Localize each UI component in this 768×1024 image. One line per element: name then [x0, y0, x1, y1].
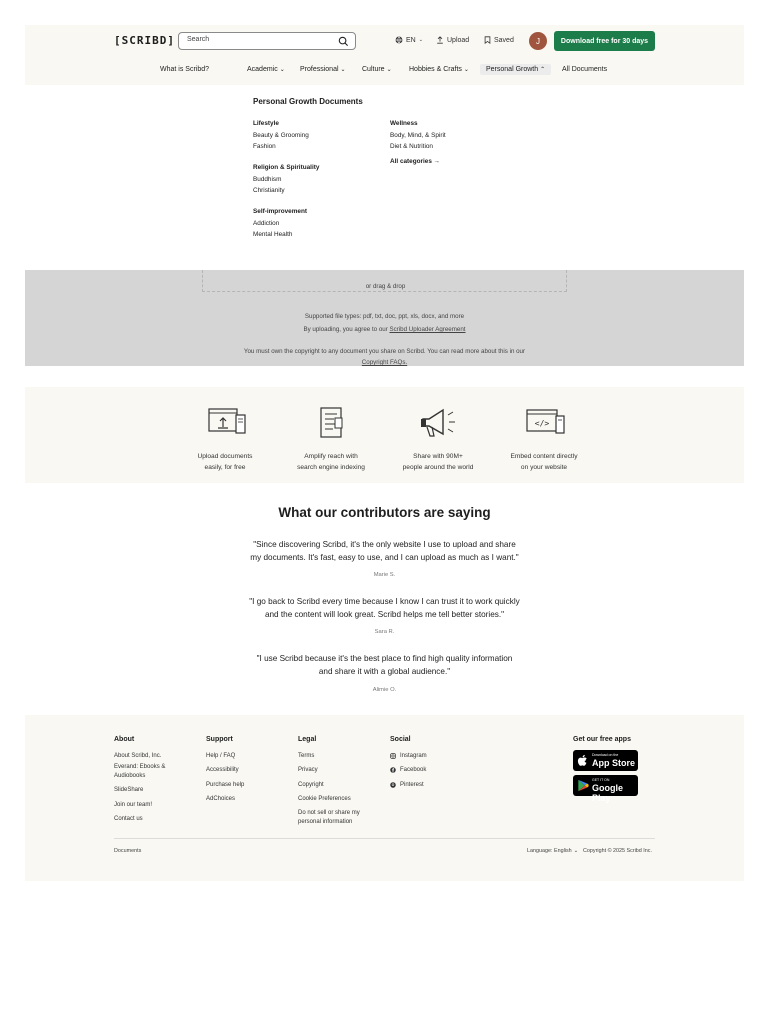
testimonial-quote	[25, 538, 744, 564]
category-link[interactable]: Body, Mind, & Spirit	[390, 132, 446, 139]
caption-line: on your website	[520, 464, 568, 471]
footer-social	[390, 733, 427, 792]
nav-label: Academic	[247, 66, 278, 73]
category-link[interactable]: Fashion	[253, 143, 276, 150]
social-label: Facebook	[400, 767, 427, 774]
category-link[interactable]: Beauty & Grooming	[253, 132, 309, 139]
google-play-button[interactable]	[573, 775, 638, 803]
social-label: Pinterest	[400, 781, 424, 788]
nav-academic[interactable]	[247, 66, 285, 73]
footer-divider	[114, 838, 655, 839]
agreement-prefix: By uploading, you agree to our	[303, 326, 390, 333]
footer-apps	[573, 733, 631, 749]
google-play-small-text: GET IT ON	[592, 778, 610, 782]
language-selector[interactable]	[395, 36, 423, 44]
footer-link[interactable]: Cookie Preferences	[298, 796, 351, 803]
caption-line: Upload documents	[197, 453, 253, 460]
upload-device-icon	[202, 405, 248, 441]
quote-line: and share it with a global audience."	[318, 667, 451, 676]
chevron-up-icon: ⌃	[540, 67, 546, 73]
link-line: personal information	[298, 818, 353, 825]
category-heading-religion[interactable]: Religion & Spirituality	[253, 164, 320, 171]
app-store-small-text: Download on the	[592, 753, 619, 757]
language-footer-label: Language: English	[527, 848, 572, 854]
nav-culture[interactable]	[362, 66, 392, 73]
category-link[interactable]: Mental Health	[253, 231, 293, 238]
link-line: Do not sell or share my	[298, 809, 360, 816]
quote-line: "Since discovering Scribd, it's the only website I use to upload and share	[253, 540, 516, 549]
footer-support	[206, 733, 244, 807]
google-play-icon	[577, 779, 589, 792]
footer-legal	[298, 733, 360, 827]
nav-label: Hobbies & Crafts	[409, 66, 462, 73]
quote-line: my documents. It's fast, easy to use, and I can upload as much as I want."	[250, 553, 519, 562]
megaphone-icon	[415, 405, 461, 441]
footer-link[interactable]: Help / FAQ	[206, 752, 236, 759]
testimonial-quote	[25, 595, 744, 621]
embed-code-icon	[521, 405, 567, 441]
footer-link[interactable]: Privacy	[298, 767, 318, 774]
chevron-down-icon: ⌄	[279, 67, 285, 73]
nav-label: Culture	[362, 66, 385, 73]
google-play-label: Google Play	[592, 783, 623, 803]
copyright-text: You must own the copyright to any document you share on Scribd. You can read more about this in our	[243, 348, 526, 355]
chevron-down-icon: ⌄	[340, 67, 346, 73]
nav-hobbies-crafts[interactable]	[409, 66, 469, 73]
language-footer-selector[interactable]	[527, 848, 578, 854]
testimonial-quote	[25, 652, 744, 678]
supported-types-text: Supported file types: pdf, txt, doc, ppt, xls, docx, and more	[304, 313, 465, 320]
saved-label: Saved	[494, 36, 514, 44]
feature-share	[383, 405, 493, 473]
search-placeholder: Search	[187, 36, 210, 43]
drag-drop-text: or drag & drop	[365, 283, 406, 290]
category-heading-wellness[interactable]: Wellness	[390, 120, 418, 127]
upload-dropzone[interactable]	[202, 270, 567, 292]
footer-link[interactable]: Accessibility	[206, 767, 239, 774]
quote-line: "I go back to Scribd every time because I know I can trust it to work quickly	[249, 597, 520, 606]
footer-heading: About	[114, 736, 135, 743]
bookmark-icon	[484, 36, 491, 44]
quote-line: and the content will look great. Scribd helps me tell better stories."	[264, 610, 505, 619]
nav-label: Professional	[300, 66, 339, 73]
footer-link[interactable]: Terms	[298, 752, 315, 759]
social-label: Instagram	[400, 752, 427, 759]
nav-label: All Documents	[562, 66, 608, 73]
feature-caption	[383, 451, 493, 473]
footer-heading: Support	[206, 736, 233, 743]
globe-icon	[395, 36, 403, 44]
link-line: Audiobooks	[114, 773, 146, 780]
footer-link[interactable]: SlideShare	[114, 787, 144, 794]
footer-link[interactable]: About Scribd, Inc.	[114, 752, 162, 759]
dropdown-column-left	[253, 118, 319, 240]
feature-caption	[276, 451, 386, 473]
document-search-icon	[308, 405, 354, 441]
feature-seo	[276, 405, 386, 473]
footer-link[interactable]: Join our team!	[114, 801, 153, 808]
language-label: EN	[406, 36, 416, 44]
svg-text:</>: </>	[534, 419, 550, 428]
category-link[interactable]: Diet & Nutrition	[390, 143, 433, 150]
site-header	[25, 25, 744, 85]
instagram-link[interactable]	[390, 749, 427, 764]
nav-what-is-scribd[interactable]	[160, 66, 209, 73]
nav-personal-growth[interactable]	[480, 64, 551, 75]
caption-line: people around the world	[402, 464, 474, 471]
testimonials-title: What our contributors are saying	[278, 505, 491, 520]
footer-link[interactable]: AdChoices	[206, 796, 236, 803]
chevron-down-icon: ⌄	[418, 37, 423, 43]
search-input[interactable]	[178, 32, 356, 50]
all-categories-link[interactable]: All categories →	[390, 158, 441, 165]
caption-line: Embed content directly	[510, 453, 578, 460]
nav-professional[interactable]	[300, 66, 346, 73]
testimonials-section	[25, 483, 744, 715]
pinterest-icon	[390, 782, 396, 788]
app-store-label: App Store	[592, 758, 636, 768]
dropdown-title: Personal Growth Documents	[253, 97, 363, 106]
personal-growth-dropdown	[25, 85, 744, 270]
uploader-agreement-link[interactable]: Scribd Uploader Agreement	[389, 326, 466, 333]
site-footer	[25, 715, 744, 881]
footer-link[interactable]: Copyright	[298, 781, 324, 788]
pinterest-link[interactable]	[390, 778, 427, 793]
category-link[interactable]: Buddhism	[253, 176, 282, 183]
app-store-button[interactable]	[573, 750, 638, 771]
testimonial-author: Marie S.	[373, 572, 396, 578]
upload-link[interactable]	[436, 36, 469, 44]
footer-link[interactable]: Contact us	[114, 816, 143, 823]
nav-label: What is Scribd?	[160, 66, 210, 73]
feature-caption	[170, 451, 280, 473]
instagram-icon	[390, 753, 396, 759]
testimonial-author: Alimie O.	[372, 687, 397, 693]
saved-link[interactable]	[484, 36, 514, 44]
copyright-faqs-link[interactable]: Copyright FAQs.	[361, 359, 408, 366]
apple-icon	[577, 754, 589, 767]
quote-line: "I use Scribd because it's the best place to find high quality information	[256, 654, 513, 663]
caption-line: easily, for free	[204, 464, 246, 471]
category-link[interactable]: Addiction	[253, 220, 280, 227]
caption-line: Share with 90M+	[413, 453, 463, 460]
chevron-down-icon: ⌄	[573, 848, 579, 854]
link-line: Everand: Ebooks &	[114, 764, 166, 771]
scribd-logo[interactable]: [SCRIBD]	[114, 34, 175, 47]
download-free-button[interactable]: Download free for 30 days	[554, 31, 655, 51]
caption-line: Amplify reach with	[304, 453, 358, 460]
copyright-notice: Copyright © 2025 Scribd Inc.	[583, 848, 652, 854]
search-icon[interactable]	[338, 36, 349, 47]
footer-heading: Social	[390, 736, 411, 743]
testimonial-author: Sara R.	[374, 629, 395, 635]
upload-icon	[436, 36, 444, 44]
feature-embed	[489, 405, 599, 473]
footer-heading: Legal	[298, 736, 317, 743]
dropdown-column-right	[390, 118, 446, 167]
feature-caption	[489, 451, 599, 473]
feature-upload	[170, 405, 280, 473]
footer-link[interactable]: Purchase help	[206, 781, 245, 788]
avatar[interactable]: J	[529, 32, 547, 50]
chevron-down-icon: ⌄	[463, 67, 469, 73]
facebook-icon	[390, 767, 396, 773]
footer-heading: Get our free apps	[573, 736, 631, 743]
uploader-agreement-text	[25, 326, 744, 333]
footer-link[interactable]	[298, 809, 360, 827]
category-heading-self-improvement[interactable]: Self-improvement	[253, 208, 307, 215]
category-link[interactable]: Christianity	[253, 187, 285, 194]
caption-line: search engine indexing	[297, 464, 365, 471]
category-heading-lifestyle[interactable]: Lifestyle	[253, 120, 279, 127]
footer-link[interactable]	[114, 763, 165, 781]
upload-area-dimmed	[25, 270, 744, 366]
nav-all-documents[interactable]	[562, 66, 607, 73]
footer-about	[114, 733, 165, 827]
facebook-link[interactable]	[390, 763, 427, 778]
upload-label: Upload	[447, 36, 470, 44]
documents-link[interactable]: Documents	[114, 848, 142, 854]
nav-label: Personal Growth	[486, 66, 539, 73]
features-strip	[25, 387, 744, 483]
chevron-down-icon: ⌄	[386, 67, 392, 73]
